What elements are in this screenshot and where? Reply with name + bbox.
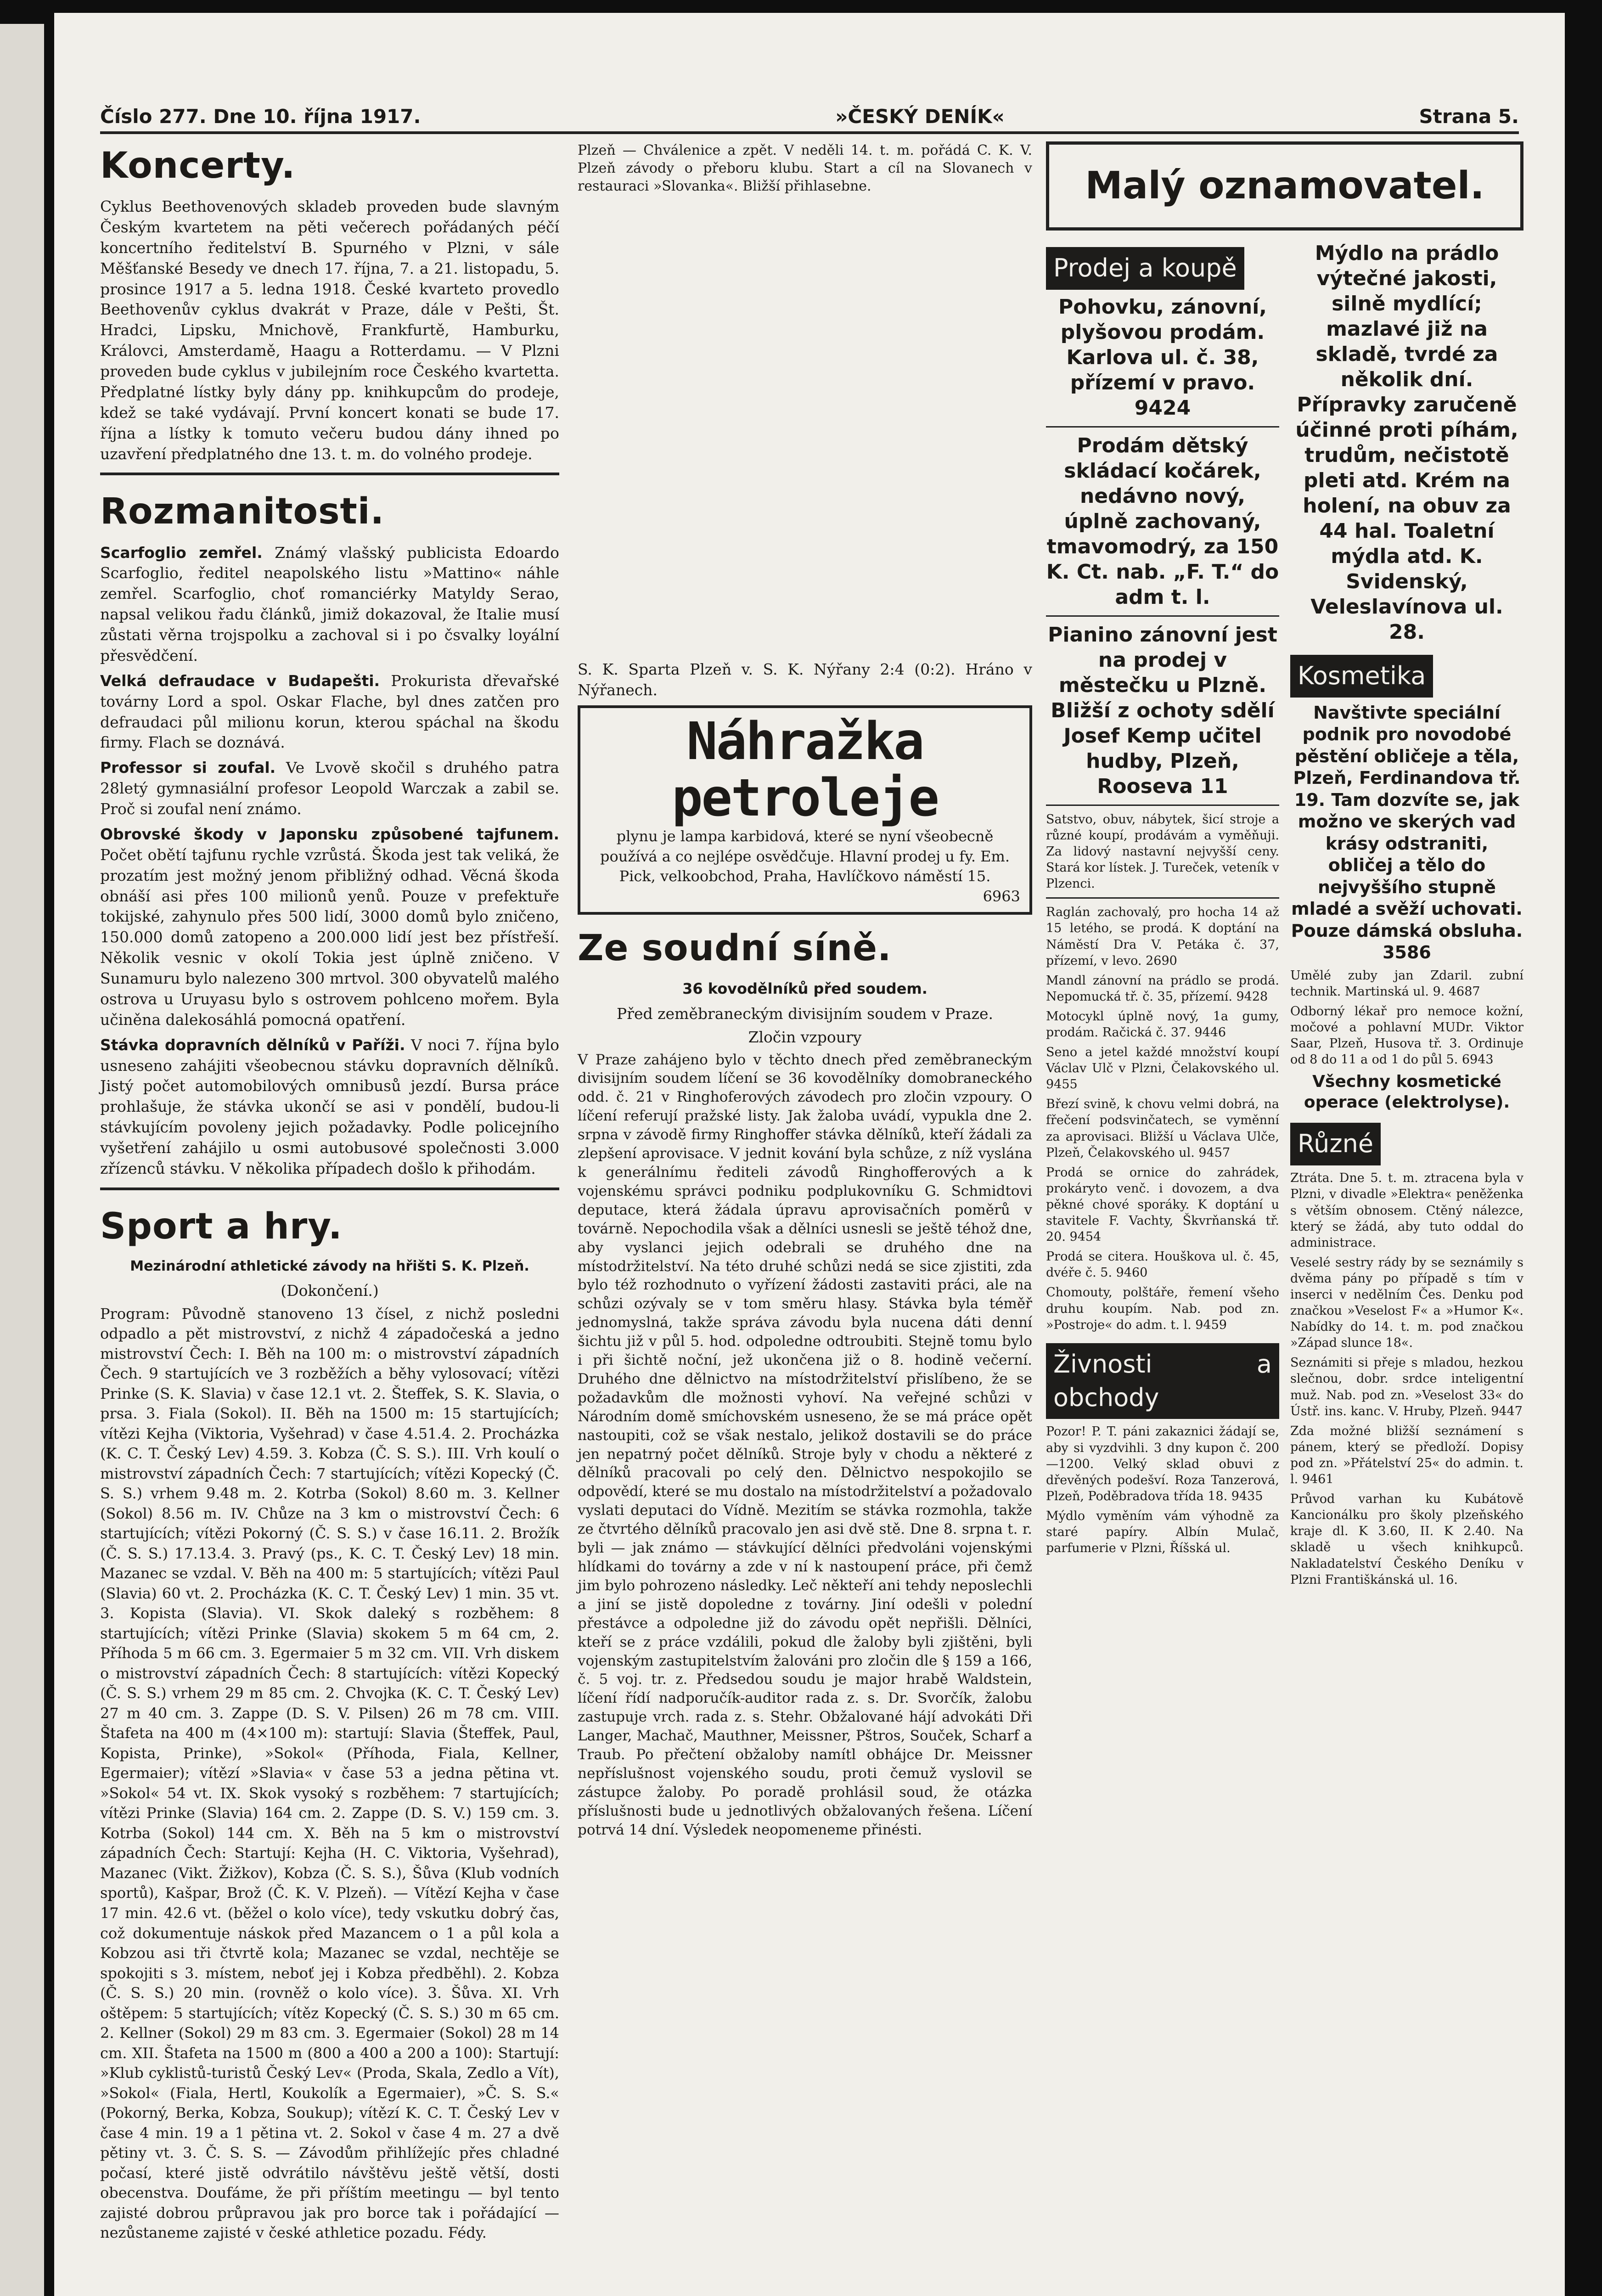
ad: Navštivte speciální podnik pro novodobé pěstění obličeje a těla, Plzeň, Ferdinandova tř. 19. Tam dozvíte se, jak možno ve skerých vad krásy odstraniti, obličej a tělo do nejvyššího stupně mladé a svěží uchovati. Pouze dámská obsluha. 3586 — [1291, 702, 1523, 963]
ad: Prodá se ornice do zahrádek, prokáryto venč. i dovozem, a dva pěkné chové sporáky. K doptání u stavitele F. Vachty, Škvrňanská tř. 20. 9454 — [1046, 1165, 1279, 1244]
article: Velká defraudace v Budapešti. Prokurista dřevařské továrny Lord a spol. Oskar Flache, byl dnes zatčen pro defraudaci půl milionu korun, kterou spáchal na škodu firmy. Flach se doznává. — [100, 671, 559, 752]
ad: Pozor! P. T. páni zakaznici žádají se, aby si vyzdvihli. 3 dny kupon č. 200—1200. Velký sklad obuvi z dřevěných podešví. Roza Tanzerová, Plzeň, Poděbradova třída 18. 9435 — [1046, 1424, 1279, 1503]
paper-name: »ČESKÝ DENÍK« — [835, 105, 1005, 128]
soud-text: V Praze zahájeno bylo v těchto dnech před zeměbraneckým divisijním soudem líčení se 36 kovodělníky domobraneckého odd. č. 21 v Ringhoferových závodech pro zločin vzpoury. O líčení referují pražské listy. Jak žaloba uvádí, vypukla dne 2. srpna v závodě firmy Ringhoffer stávka dělníků, kteří žádali za zlepšení aprovisace. V jednit kování byla schůze, z níž vyslána k generálnímu řediteli závodů Ringhofferových a k vojenskému správci podniku podplukovníku G. Schmidtovi deputace, která žádala úpravu aprovisačních poměrů v továrně. Nepochodila však a dělníci usnesli se ještě téhož dne, aby vyslanci jejich odebrali se druhého dne na místodržitelství. Na této druhé schůzi nedá se sice zjistiti, zda bylo též rozhodnuto o vyřízení žádosti zastaviti práci, ale na schůzi ozývaly se v tom směru hlasy. Stávka byla téměř jednomyslná, takže správa závodu byla nucena dáti denní šichtu již v půl 5. hod. odpoledne odtroubiti. Stejně tomu bylo i při šichtě noční, jež ukončena již o 8. hodině večerní. Druhého dne dělnictvo na místodržitelství přislíbeno, že se požadavkům dle možnosti vyhoví. Na veřejné schůzi v Národním domě smíchovském usneseno, že se má práce opět nastoupiti, což se však nestalo, jelikož dostavili se do práce jen nepatrný počet dělníků. Stroje byly v chodu a některé z dělníků pracovali po celý den. Dělnictvo nespokojilo se odpovědí, které se mu dostalo na místodržitelství a požadovalo vyslati deputaci do Vídně. Mezitím se stávka rozmohla, takže ze čtvrtého dělníků pracovalo jen asi dvě stě. Dne 8. srpna t. r. byli — jak známo — stávkující dělníci předvoláni vojenskými hlídkami do továrny a zde v ní k nastoupení práce, při čemž jim bylo pohrozeno následky. Leč někteří ani tehdy neposlechli a jiní se jistě dopoledne z továrny. Jiní odešli v polední přestávce a odpoledne již do závodu opět nepřišli. Dělníci, kteří se z práce vzdálili, pokud dle žaloby byli zjištěni, byli vojenským zastupitelstvím žalováni pro zločin dle § 159 a 166, č. 5 voj. tr. z. Předsedou soudu je major hrabě Waldstein, líčení řídí nadporučík-auditor rada z. s. Dr. Svorčík, žalobu zastupuje vrch. rada z. s. Stehr. Obžalované hájí advokáti Dři Langer, Machač, Mauthner, Meissner, Pštros, Souček, Scharf a Traub. Po přečtení obžaloby namítl obhájce Dr. Meissner nepříslušnost vojenského soudu, proti čemuž vyslovil se zástupce žaloby. Po poradě prohlásil soud, že otázka příslušnosti bude u jednotlivých obžalovaných řešena. Líčení potrvá 14 dní. Výsledek neopomeneme přinésti. — [578, 1051, 1032, 1838]
newspaper-page — [54, 13, 1565, 2296]
sport-sparta: S. K. Sparta Plzeň v. S. K. Nýřany 2:4 (0:2). Hráno v Nýřanech. — [578, 660, 1032, 699]
column-2 — [578, 141, 1032, 1843]
sport-text: Program: Původně stanoveno 13 čísel, z nichž posledni odpadlo a pět mistrovství, z nichž 4 západočeská a jedno mistrovství Čech: I. Běh na 100 m: o mistrovství západních Čech. 9 startujících ve 3 rozběžích a běhy vylosovací; vítězi Prinke (S. K. Slavia) v čase 12.1 vt. 2. Šteffek, S. K. Slavia, o prsa. 3. Fiala (Sokol). II. Běh na 1500 m: 15 startujících; vítězi Kejha (Viktoria, Vyšehrad) v čase 4.51.4. 2. Procházka (K. C. T. Český Lev) 4.59. 3. Kobza (Č. S. S.). III. Vrh koulí o mistrovství západních Čech: 7 startujících; vítězi Kopecký (Č. S. S.) vrhem 9.48 m. 2. Kotrba (Sokol) 8.60 m. 3. Kellner (Sokol) 8.56 m. IV. Chůze na 3 km o mistrovství Čech: 6 startujících; vítězi Pokorný (Č. S. S.) v čase 16.11. 2. Brožík (Č. S. S.) 17.13.4. 3. Pravý (ps., K. C. T. Český Lev) 18 min. Mazanec se vzdal. V. Běh na 400 m: 5 startujících; vítězi Paul (Slavia) 60 vt. 2. Procházka (K. C. T. Český Lev) 1 min. 35 vt. 3. Kopista (Slavia). VI. Skok daleký s rozběhem: 8 startujících; vítězi Prinke (Slavia) skokem 5 m 64 cm, 2. Příhoda 5 m 66 cm. 3. Egermaier 5 m 32 cm. VII. Vrh diskem o mistrovství západních Čech: 8 startujících: vítězi Kopecký (Č. S. S.) vrhem 29 m 85 cm. 2. Chvojka (K. C. T. Český Lev) 27 m 40 cm. 3. Zappe (D. S. V. Pilsen) 26 m 78 cm. VIII. Štafeta na 400 m (4×100 m): startují: Slavia (Šteffek, Paul, Kopista, Prinke), »Sokol« (Příhoda, Fiala, Kellner, Egermaier); vítězí »Slavia« v čase 53 a jedna pětina vt. »Sokol« 54 vt. IX. Skok vysoký s rozběhem: 7 startujících; vítězi Prinke (Slavia) 164 cm. 2. Zappe (D. S. V.) 159 cm. 3. Kotrba (Sokol) 144 cm. X. Běh na 5 km o mistrovství západních Čech: Startují: Kejha (H. C. Viktoria, Vyšehrad), Mazanec (Vikt. Žižkov), Kobza (Č. S. S.), Šůva (Klub vodních sportů), Kašpar, Brož (Č. K. V. Plzeň). — Vítězí Kejha v čase 17 min. 42.6 vt. (běžel o kolo více), tedy vskutku dobrý čas, což dokumentuje náskok před Mazancem o 1 a půl kola a Kobzou asi tři čtvrtě kola; Mazanec se vzdal, nechtěje se spokojiti s 3. místem, neboť jej i Kobza předběhl). 2. Kobza (Č. S. S.) 20 min. (rovněž o kolo více). 3. Šůva. XI. Vrh oštěpem: 5 startujících; vítěz Kopecký (Č. S. S.) 30 m 65 cm. 2. Kellner (Sokol) 29 m 83 cm. 3. Egermaier (Sokol) 28 m 14 cm. XII. Štafeta na 1500 m (800 a 400 a 200 a 100): Startují: »Klub cyklistů-turistů Český Lev« (Proda, Skala, Zedlo a Vít), »Sokol« (Fiala, Hertl, Koukolík a Egermaier), »Č. S. S.« (Pokorný, Berka, Kobza, Soukup); vítězí K. C. T. Český Lev v čase 4 min. 19 a 1 pětina vt. 2. Sokol v čase 4 m. 27 a dvě pětiny vt. 3. Č. S. S. — Závodům přihlížejíc přes chladné počasí, které jistě odvrátilo návštěvu ještě větší, dosti obecenstva. Doufáme, že při příštím meetingu — byl tento zajisté dobrou průpravou jak pro borce tak i pořádající — nezůstaneme zajisté v české athletice pozadu. Fédy. — [100, 1305, 559, 2242]
ad: Veselé sestry rády by se seznámily s dvěma pány po případě s tím v inserci v nedělním Čes. Denku pod značkou »Veselost F« a »Humor K«. Nabídky do 14. t. m. pod značkou »Západ slunce 18«. — [1290, 1255, 1523, 1351]
issue-date: Číslo 277. Dne 10. října 1917. — [100, 105, 421, 128]
ad: Pianino zánovní jest na prodej v městečku u Plzně. Bližší z ochoty sdělí Josef Kemp učitel hudby, Plzeň, Rooseva 11 — [1048, 623, 1277, 798]
maly-oznamovatel-title: Malý oznamovatel. — [1046, 141, 1523, 231]
ad: Motocykl úplně nový, 1a gumy, prodám. Račická č. 37. 9446 — [1046, 1009, 1279, 1040]
left-page-edge — [0, 24, 44, 2296]
column-1 — [100, 141, 559, 2247]
soud-sub2: Zločin vzpoury — [748, 1028, 862, 1046]
soud-heading: Ze soudní síně. — [578, 928, 892, 969]
article: Scarfoglio zemřel. Známý vlašský publicista Edoardo Scarfoglio, ředitel neapolského listu »Mattino« náhle zemřel. Scarfoglio, choť romanciérky Matyldy Serao, napsal velikou řadu článků, jimiž dokazoval, že Italie musí zůstati věrna trojspolku a zachoval si i po čsvalky loyální přesvědčení. — [100, 543, 559, 664]
ad: Ztráta. Dne 5. t. m. ztracena byla v Plzni, v divadle »Elektra« peněženka s větším obnosem. Ctěný nálezce, který se žádá, aby tuto oddal do administrace. — [1290, 1171, 1523, 1250]
page-header — [100, 77, 1519, 134]
ad: Průvod varhan ku Kubátově Kancionálku pro školy plzeňského kraje dl. K 3.60, II. K 2.40. Na skladě u všech knihkupců. Nakladatelství Českého Deníku v Plzni Františkánská ul. 16. — [1290, 1492, 1523, 1587]
ad: Zda možné bližší seznámení s pánem, který se předloží. Dopisy pod zn. »Přátelství 25« do admin. t. l. 9461 — [1290, 1424, 1523, 1487]
soud-sub1: Před zeměbraneckým divisijním soudem v Praze. — [617, 1004, 993, 1023]
rozmanitosti-heading: Rozmanitosti. — [100, 491, 385, 533]
koncerty-text: Cyklus Beethovenových skladeb proveden bude slavným Českým kvartetem na pěti večerech pořádaných péčí koncertního ředitelství B. Spurného v Plzni, v sále Měšťanské Besedy ve dnech 17. října, 7. a 21. listopadu, 5. prosince 1917 a 5. ledna 1918. České kvarteto provedlo Beethovenův cyklus dvakrát v Praze, dále v Pešti, Št. Hradci, Lipsku, Mnichově, Frankfurtě, Hamburku, Královci, Amsterdamě, Haagu a Rotterdamu. — V Plzni proveden bude cyklus v jubilejním roce Českého kvartetta. Předplatné lístky byly dány pp. knihkupcům do prodeje, kdež se také vydávají. První koncert konati se bude 17. října a lístky k tomuto večeru budou dány ihned po uzavření předplatného dne 13. t. m. do volného prodeje. — [100, 197, 559, 463]
sport-continued: (Dokončení.) — [281, 1281, 379, 1300]
ad: Prodám dětský skládací kočárek, nedávno nový, úplně zachovaný, tmavomodrý, za 150 K. Ct. nab. „F. T.“ do adm t. l. — [1046, 433, 1279, 609]
koncerty-heading: Koncerty. — [100, 145, 296, 186]
ad: Chomouty, polštáře, řemení všeho druhu koupím. Nab. pod zn. »Postroje« do adm. t. l. 9459 — [1046, 1285, 1279, 1332]
ad: Mýdlo na prádlo výtečné jakosti, silně mydlící; mazlavé již na skladě, tvrdé za několik dní. Přípravky zaručeně účinné proti píhám, trudům, nečistotě pleti atd. Krém na holení, na obuv za 44 hal. Toaletní mýdla atd. K. Svidenský, Veleslavínova ul. 28. — [1295, 242, 1518, 644]
ad: Odborný lékař pro nemoce kožní, močové a pohlavní MUDr. Viktor Saar, Plzeň, Husova tř. 3. Ordinuje od 8 do 11 a od 1 do půl 5. 6943 — [1290, 1004, 1523, 1067]
zivnosti-heading: Živnosti a obchody — [1046, 1343, 1279, 1419]
ad: Raglán zachovalý, pro hocha 14 až 15 letého, se prodá. K doptání na Náměstí Dra V. Petáka č. 37, přízemí, v levo. 2690 — [1046, 905, 1279, 968]
ad: Seznámiti si přeje s mladou, hezkou slečnou, dobr. srdce inteligentní muž. Nab. pod zn. »Veselost 33« do Ústř. ins. kanc. V. Hruby, Plzeň. 9447 — [1290, 1356, 1523, 1418]
classifieds-right — [1290, 241, 1523, 1592]
ad-nahrazka — [578, 705, 1032, 915]
ad: Prodá se citera. Houškova ul. č. 45, dvéře č. 5. 9460 — [1046, 1249, 1279, 1280]
ad: Pohovku, zánovní, plyšovou prodám. Karlova ul. č. 38, přízemí v pravo. 9424 — [1058, 295, 1267, 420]
ad: Seno a jetel každé množství koupí Václav Ulč v Plzni, Čelakovského ul. 9455 — [1046, 1045, 1279, 1092]
ad: Mandl zánovní na prádlo se prodá. Nepomucká tř. č. 35, přízemí. 9428 — [1046, 973, 1279, 1004]
sport-heading: Sport a hry. — [100, 1205, 343, 1247]
article: Stávka dopravních dělníků v Paříži. V noci 7. října bylo usneseno zahájiti všeobecnou stávku dopravních dělníků. Jistý počet automobilových omnibusů jezdí. Bursa práce prohlašuje, že stávka ukončí se asi v pondělí, budou-li stávkujícím povoleny jejich požadavky. Podle policejního vyšetření zahájilo u osmi autobusové společnosti 3.000 zřízenců stávku. V několika případech došlo k přihodám. — [100, 1035, 559, 1177]
ruzne-heading: Různé — [1290, 1123, 1381, 1165]
soud-headline: 36 kovodělníků před soudem. — [682, 980, 927, 998]
ad: Satstvo, obuv, nábytek, šicí stroje a různé koupí, prodávám a vyměňuji. Za lidový nastavní nejvyšší ceny. Stará kor lístek. J. Tureček, veteník v Plzenci. — [1046, 812, 1279, 891]
ad: Umělé zuby jan Zdaril. zubní technik. Martinská ul. 9. 4687 — [1290, 968, 1523, 999]
article: Professor si zoufal. Ve Lvově skočil s druhého patra 28letý gymnasiální profesor Leopold Warczak a zabil se. Proč si zoufal není známo. — [100, 759, 559, 818]
kosmetika-heading: Kosmetika — [1290, 655, 1433, 698]
prodej-heading: Prodej a koupě — [1046, 247, 1244, 290]
ad-nahrazka-title: Náhražka petroleje — [672, 711, 938, 828]
ad-nahrazka-text: plynu je lampa karbidová, které se nyní všeobecně používá a co nejlépe osvědčuje. Hlavní prodej u fy. Em. Pick, velkoobchod, Praha, Havlíčkovo náměstí 15. — [600, 827, 1010, 885]
ad: Všechny kosmetické operace (elektrolyse). — [1304, 1072, 1510, 1112]
column-3 — [1046, 141, 1523, 1592]
classifieds-left — [1046, 241, 1279, 1592]
page-number: Strana 5. — [1419, 105, 1519, 128]
sport-text-cont: Plzeň — Chválenice a zpět. V neděli 14. t. m. pořádá C. K. V. Plzeň závody o přeboru klubu. Start a cíl na Slovanech v restauraci »Slovanka«. Bližší přihlasebne. — [578, 142, 1032, 194]
ad-nahrazka-code: 6963 — [983, 887, 1020, 905]
ad: Mýdlo vyměním vám výhodně za staré papíry. Albín Mulač, parfumerie v Plzni, Říšská ul. — [1046, 1508, 1279, 1556]
article: Obrovské škody v Japonsku způsobené tajfunem. Počet obětí tajfunu rychle vzrůstá. Škoda jest tak veliká, že prozatím jest možný jenom přibližný odhad. Věcná škoda obnáší asi přes 100 milionů yenů. Pouze v prefektuře tokijské, zahynulo přes 500 lidí, 3000 domů bylo zničeno, 150.000 domů zatopeno a 200.000 lidí jest bez přístřeší. Několik vesnic v okolí Tokia jest úplně zničeno. V Sunamuru bylo nalezeno 300 mrtvol. 300 obyvatelů malého ostrova u Uruyasu bylo s ostrovem pohlceno mořem. Byla učiněna dalekosáhlá pomocná opatření. — [100, 825, 559, 1029]
ad: Březí svině, k chovu velmi dobrá, na fřečení podsvinčatech, se vyměnní za aprovisaci. Bližší u Václava Ulče, Plzeň, Čelakovského ul. 9457 — [1046, 1097, 1279, 1160]
classifieds-grid — [1046, 241, 1523, 1592]
sport-subtitle: Mezinárodní athletické závody na hřišti S. K. Plzeň. — [130, 1258, 529, 1274]
